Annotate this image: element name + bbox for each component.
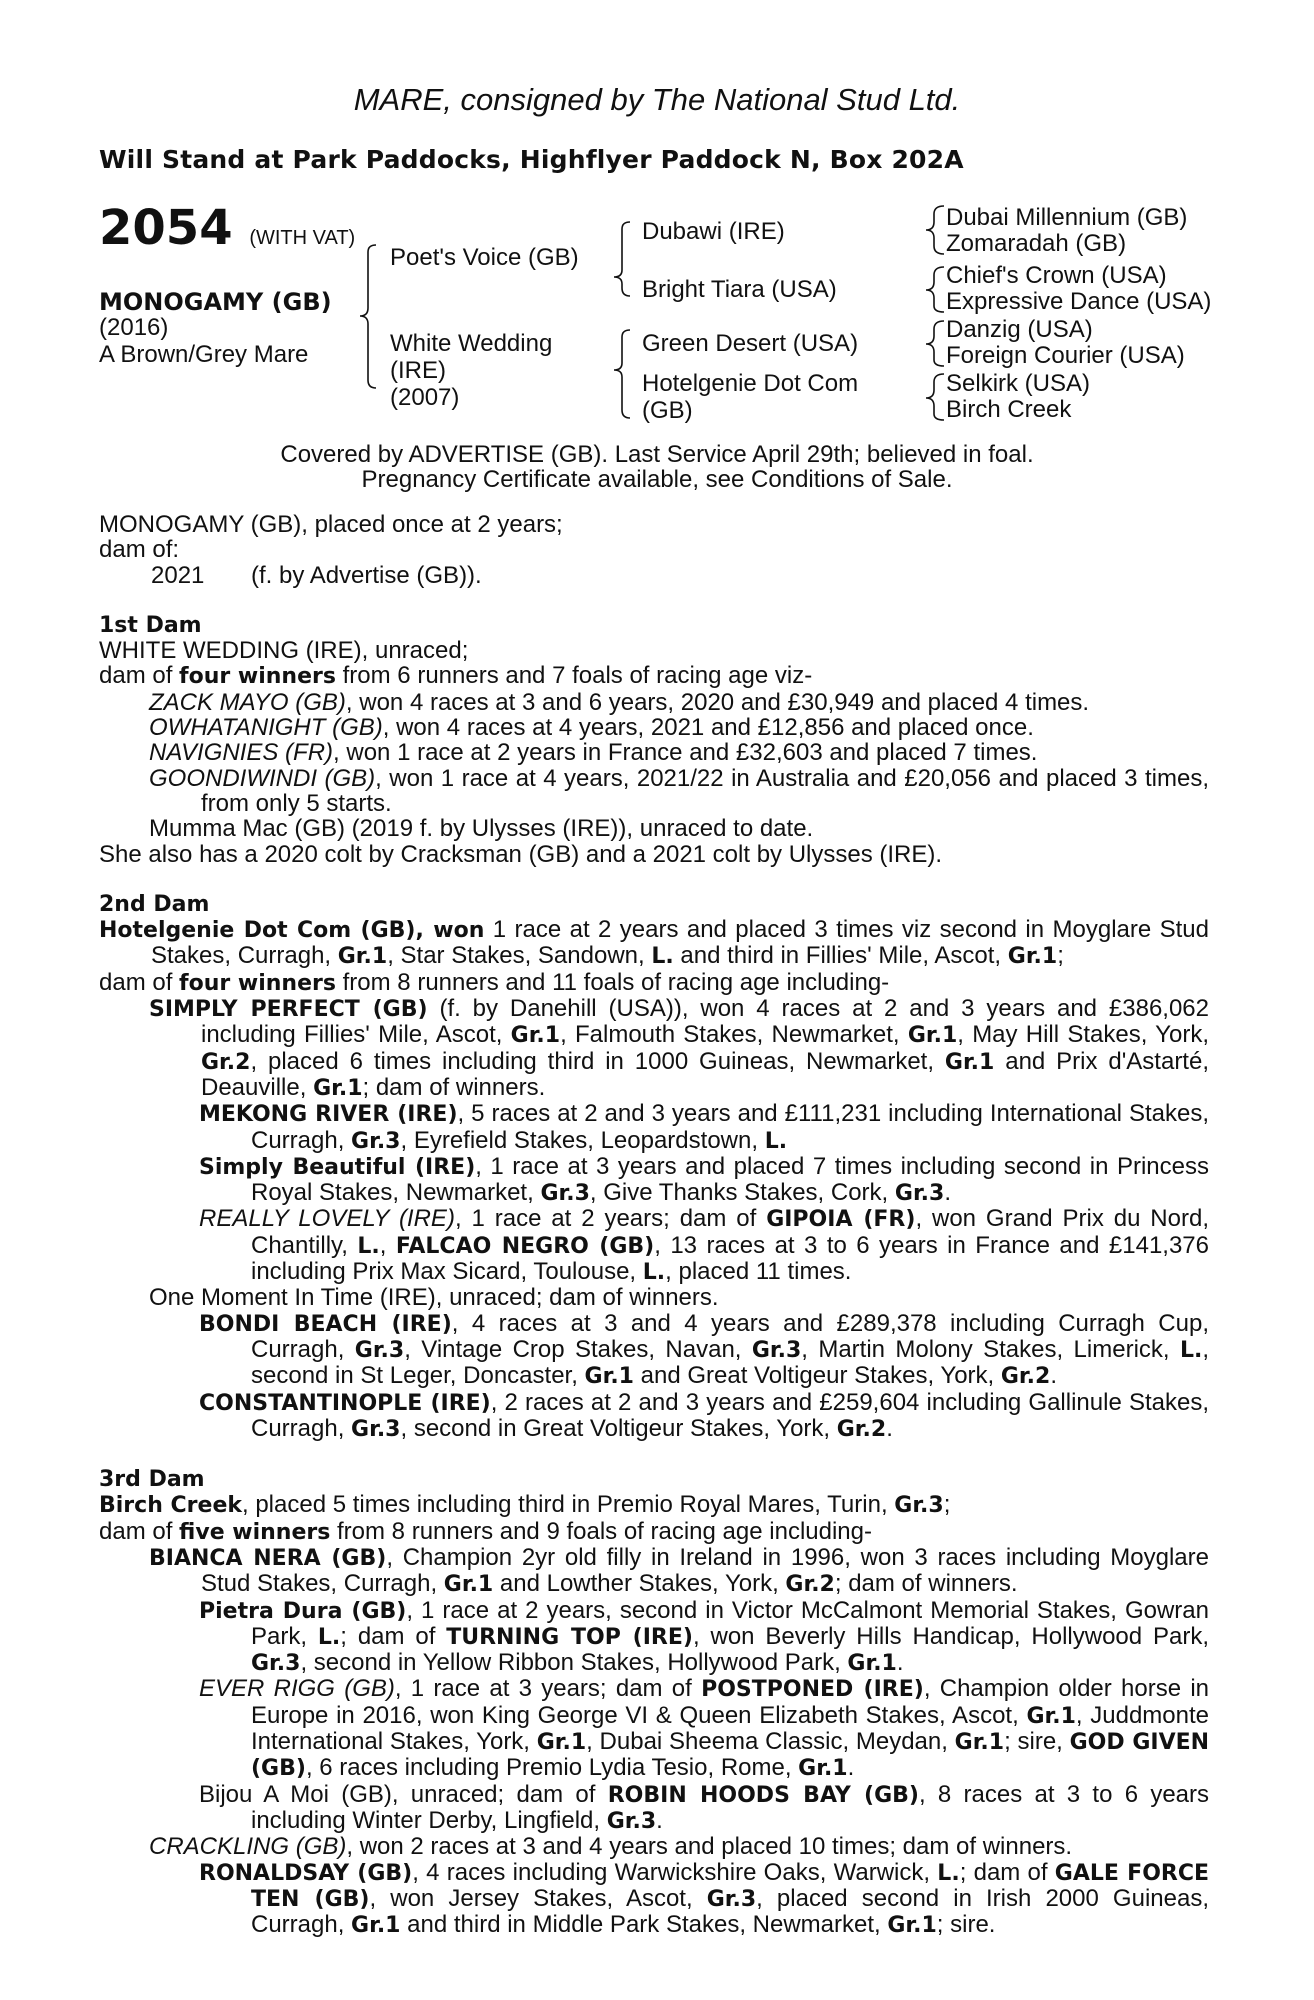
pedigree-sss: Dubai Millennium (GB) — [946, 204, 1188, 231]
second-dam-dam-of: dam of four winners from 8 runners and 11 foals of racing age including- — [99, 968, 890, 996]
vat-note: (WITH VAT) — [249, 227, 356, 249]
pedigree-sire-dam: Bright Tiara (USA) — [642, 276, 837, 303]
catalogue-body — [99, 512, 1209, 1938]
progeny-entry: REALLY LOVELY (IRE), 1 race at 2 years; dam of GIPOIA (FR), won Grand Prix du Nord, Chantilly, L., FALCAO NEGRO (GB), 13 races at 3 to 6 years in France and £141,376 including Prix Max Sicard, Toulouse, L., placed 11 times. — [199, 1205, 1209, 1286]
progeny-entry: ZACK MAYO (GB), won 4 races at 3 and 6 years, 2020 and £30,949 and placed 4 times. — [149, 688, 1090, 716]
pedigree-ddd: Birch Creek — [946, 396, 1072, 423]
progeny-entry: GOONDIWINDI (GB), won 1 race at 4 years, 2021/22 in Australia and £20,056 and placed 3 times, from only 5 starts. — [149, 764, 1209, 817]
first-dam-heading: 1st Dam — [99, 612, 202, 638]
progeny-entry: BIANCA NERA (GB), Champion 2yr old filly in Ireland in 1996, won 3 races including Moyglare Stud Stakes, Curragh, Gr.1 and Lowther Stakes, York, Gr.2; dam of winners. — [149, 1543, 1209, 1598]
progeny-entry: BONDI BEACH (IRE), 4 races at 3 and 4 years and £289,378 including Curragh Cup, Curragh, Gr.3, Vintage Crop Stakes, Navan, Gr.3, Martin Molony Stakes, Limerick, L., second in St Leger, Doncaster, Gr.1 and Great Voltigeur Stakes, York, Gr.2. — [199, 1309, 1210, 1390]
pedigree-dam-dam-line2: (GB) — [642, 397, 693, 424]
progeny-entry: CRACKLING (GB), won 2 races at 3 and 4 years and placed 10 times; dam of winners. — [149, 1833, 1073, 1861]
progeny-entry: EVER RIGG (GB), 1 race at 3 years; dam of POSTPONED (IRE), Champion older horse in Europe in 2016, won King George VI & Queen Elizabeth Stakes, Ascot, Gr.1, Juddmonte International Stakes, York, Gr.1, Dubai Sheema Classic, Meydan, Gr.1; sire, GOD GIVEN (GB), 6 races including Premio Lydia Tesio, Rome, Gr.1. — [199, 1675, 1210, 1782]
consignor-title: MARE, consigned by The National Stud Ltd. — [353, 82, 961, 117]
progeny-entry: SIMPLY PERFECT (GB) (f. by Danehill (USA)), won 4 races at 2 and 3 years and £386,062 including Fillies' Mile, Ascot, Gr.1, Falmouth Stakes, Newmarket, Gr.1, May Hill Stakes, York, Gr.2, placed 6 times including third in 1000 Guineas, Newmarket, Gr.1 and Prix d'Astarté, Deauville, Gr.1; dam of winners. — [149, 995, 1209, 1101]
progeny-entry: MEKONG RIVER (IRE), 5 races at 2 and 3 years and £111,231 including International Stakes, Curragh, Gr.3, Eyrefield Stakes, Leopardstown, L. — [199, 1100, 1210, 1154]
pedigree-ssd: Zomaradah (GB) — [946, 230, 1127, 257]
horse-year: (2016) — [99, 314, 169, 341]
pedigree-sire-sire: Dubawi (IRE) — [642, 218, 785, 245]
pedigree-dam-line3: (2007) — [390, 384, 460, 411]
lot-number-value: 2054 — [99, 200, 233, 256]
progeny-entry: Mumma Mac (GB) (2019 f. by Ulysses (IRE)), unraced to date. — [149, 815, 814, 843]
record-foal — [99, 563, 1209, 588]
progeny-entry: Simply Beautiful (IRE), 1 race at 3 years and placed 7 times including second in Princess Royal Stakes, Newmarket, Gr.3, Give Thanks Stakes, Cork, Gr.3. — [199, 1152, 1209, 1207]
second-dam-intro: Hotelgenie Dot Com (GB), won 1 race at 2 years and placed 3 times viz second in Moyglare Stud Stakes, Curragh, Gr.1, Star Stakes, Sandown, L. and third in Fillies' Mile, Ascot, Gr.1; — [99, 916, 1209, 970]
progeny-entry: RONALDSAY (GB), 4 races including Warwickshire Oaks, Warwick, L.; dam of GALE FORCE TEN (GB), won Jersey Stakes, Ascot, Gr.3, placed second in Irish 2000 Guineas, Curragh, Gr.1 and third in Middle Park Stakes, Newmarket, Gr.1; sire. — [199, 1858, 1210, 1939]
foal-description: (f. by Advertise (GB)). — [251, 561, 482, 589]
record-line-2: dam of: — [99, 536, 180, 564]
progeny-entry: Pietra Dura (GB), 1 race at 2 years, second in Victor McCalmont Memorial Stakes, Gowran Park, L.; dam of TURNING TOP (IRE), won Beverly Hills Handicap, Hollywood Park, Gr.3, second in Yellow Ribbon Stakes, Hollywood Park, Gr.1. — [199, 1596, 1210, 1677]
second-dam-heading: 2nd Dam — [99, 891, 210, 917]
pedigree-dam-line2: (IRE) — [390, 357, 446, 384]
pedigree-dam-dam-line1: Hotelgenie Dot Com — [642, 370, 859, 397]
pedigree-sds: Chief's Crown (USA) — [946, 262, 1167, 289]
record-line-1: MONOGAMY (GB), placed once at 2 years; — [99, 511, 563, 538]
third-dam-intro: Birch Creek, placed 5 times including third in Premio Royal Mares, Turin, Gr.3; — [99, 1491, 951, 1519]
horse-name: MONOGAMY (GB) — [99, 288, 332, 316]
foal-year: 2021 — [151, 561, 205, 589]
progeny-entry: OWHATANIGHT (GB), won 4 races at 4 years, 2021 and £12,856 and placed once. — [149, 714, 1034, 742]
horse-description: A Brown/Grey Mare — [99, 341, 309, 368]
first-dam-dam-of: dam of four winners from 6 runners and 7 foals of racing age viz- — [99, 662, 813, 690]
pedigree-dss: Danzig (USA) — [946, 316, 1093, 343]
pedigree-dam-sire: Green Desert (USA) — [642, 330, 859, 357]
pedigree-dam-line1: White Wedding — [390, 330, 553, 357]
pedigree-dsd: Foreign Courier (USA) — [946, 342, 1185, 369]
third-dam-dam-of: dam of five winners from 8 runners and 9 foals of racing age including- — [99, 1517, 872, 1545]
first-dam-intro: WHITE WEDDING (IRE), unraced; — [99, 637, 469, 665]
pedigree-sire: Poet's Voice (GB) — [390, 244, 579, 271]
first-dam-also: She also has a 2020 colt by Cracksman (GB) and a 2021 colt by Ulysses (IRE). — [99, 840, 943, 868]
covered-line-2: Pregnancy Certificate available, see Conditions of Sale. — [361, 466, 953, 493]
progeny-entry: One Moment In Time (IRE), unraced; dam of winners. — [149, 1284, 719, 1312]
third-dam-heading: 3rd Dam — [99, 1467, 205, 1493]
stand-location: Will Stand at Park Paddocks, Highflyer Paddock N, Box 202A — [99, 145, 964, 174]
pedigree-dds: Selkirk (USA) — [946, 370, 1091, 397]
progeny-entry: NAVIGNIES (FR), won 1 race at 2 years in France and £32,603 and placed 7 times. — [149, 739, 1038, 767]
covered-line-1: Covered by ADVERTISE (GB). Last Service April 29th; believed in foal. — [280, 441, 1034, 468]
pedigree-sdd: Expressive Dance (USA) — [946, 288, 1212, 315]
progeny-entry: CONSTANTINOPLE (IRE), 2 races at 2 and 3 years and £259,604 including Gallinule Stakes, Curragh, Gr.3, second in Great Voltigeur Stakes, York, Gr.2. — [199, 1388, 1209, 1442]
progeny-entry: Bijou A Moi (GB), unraced; dam of ROBIN HOODS BAY (GB), 8 races at 3 to 6 years including Winter Derby, Lingfield, Gr.3. — [199, 1780, 1210, 1834]
